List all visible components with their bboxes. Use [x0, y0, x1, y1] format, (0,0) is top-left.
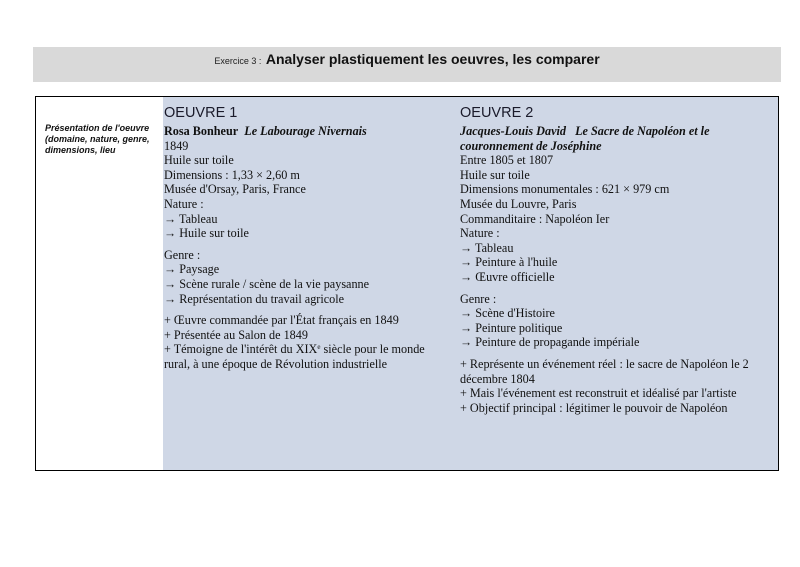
- artwork-title-cont: couronnement de Joséphine: [460, 138, 602, 153]
- note-line: + Objectif principal : légitimer le pouvoir de Napoléon: [460, 400, 728, 415]
- row-label-line: dimensions, lieu: [45, 145, 116, 155]
- genre-item: → Paysage: [164, 262, 220, 277]
- row-label-line: (domaine, nature, genre,: [45, 134, 150, 144]
- nature-item: → Huile sur toile: [164, 226, 249, 241]
- artwork-medium: Huile sur toile: [164, 153, 234, 168]
- oeuvre-2-artist-title: [460, 124, 778, 139]
- note-line: + Mais l'événement est reconstruit et idéalisé par l'artiste: [460, 386, 737, 401]
- exercise-label: Exercice 3 :: [214, 56, 262, 66]
- artwork-location: Musée du Louvre, Paris: [460, 196, 577, 211]
- artwork-dimensions: Dimensions monumentales : 621 × 979 cm: [460, 182, 670, 197]
- artwork-title: Le Labourage Nivernais: [244, 124, 367, 138]
- oeuvre-1-artist-title: [164, 124, 459, 139]
- note-line: + Témoigne de l'intérêt du XIXe siècle pour le monde: [164, 342, 425, 357]
- artwork-year: 1849: [164, 138, 189, 153]
- artwork-commissioner: Commanditaire : Napoléon Ier: [460, 211, 610, 226]
- nature-item: → Tableau: [164, 211, 218, 226]
- artwork-dates: Entre 1805 et 1807: [460, 153, 554, 168]
- oeuvre-2-heading: OEUVRE 2: [460, 105, 534, 121]
- row-label-line: Présentation de l'oeuvre: [45, 123, 150, 133]
- note-line: + Œuvre commandée par l'État français en 1849: [164, 313, 399, 328]
- artist-name: Rosa Bonheur: [164, 124, 239, 138]
- oeuvre-2-cell: [459, 97, 778, 470]
- genre-item: → Scène d'Histoire: [460, 306, 555, 321]
- exercise-header: [33, 47, 781, 82]
- artist-name: Jacques-Louis David: [460, 124, 566, 138]
- nature-label: Nature :: [460, 226, 500, 241]
- oeuvre-1-cell: [163, 97, 459, 470]
- row-label: [36, 97, 163, 470]
- nature-item: → Tableau: [460, 240, 514, 255]
- artwork-title: Le Sacre de Napoléon et le: [575, 124, 710, 138]
- note-line: + Présentée au Salon de 1849: [164, 327, 308, 342]
- note-line: décembre 1804: [460, 371, 535, 386]
- nature-item: → Peinture à l'huile: [460, 255, 558, 270]
- comparison-table: [35, 96, 779, 471]
- genre-label: Genre :: [164, 247, 201, 262]
- oeuvre-1-heading: OEUVRE 1: [164, 105, 238, 121]
- genre-item: → Scène rurale / scène de la vie paysanne: [164, 276, 370, 291]
- artwork-medium: Huile sur toile: [460, 167, 530, 182]
- note-line: + Représente un événement réel : le sacre de Napoléon le 2: [460, 356, 749, 371]
- genre-item: → Peinture de propagande impériale: [460, 335, 640, 350]
- genre-item: → Peinture politique: [460, 320, 563, 335]
- artwork-dimensions: Dimensions : 1,33 × 2,60 m: [164, 167, 300, 182]
- nature-label: Nature :: [164, 196, 204, 211]
- nature-item: → Œuvre officielle: [460, 269, 555, 284]
- artwork-location: Musée d'Orsay, Paris, France: [164, 182, 306, 197]
- genre-label: Genre :: [460, 291, 497, 306]
- genre-item: → Représentation du travail agricole: [164, 291, 345, 306]
- exercise-title: Analyser plastiquement les oeuvres, les comparer: [265, 51, 600, 67]
- note-line: rural, à une époque de Révolution industrielle: [164, 356, 388, 371]
